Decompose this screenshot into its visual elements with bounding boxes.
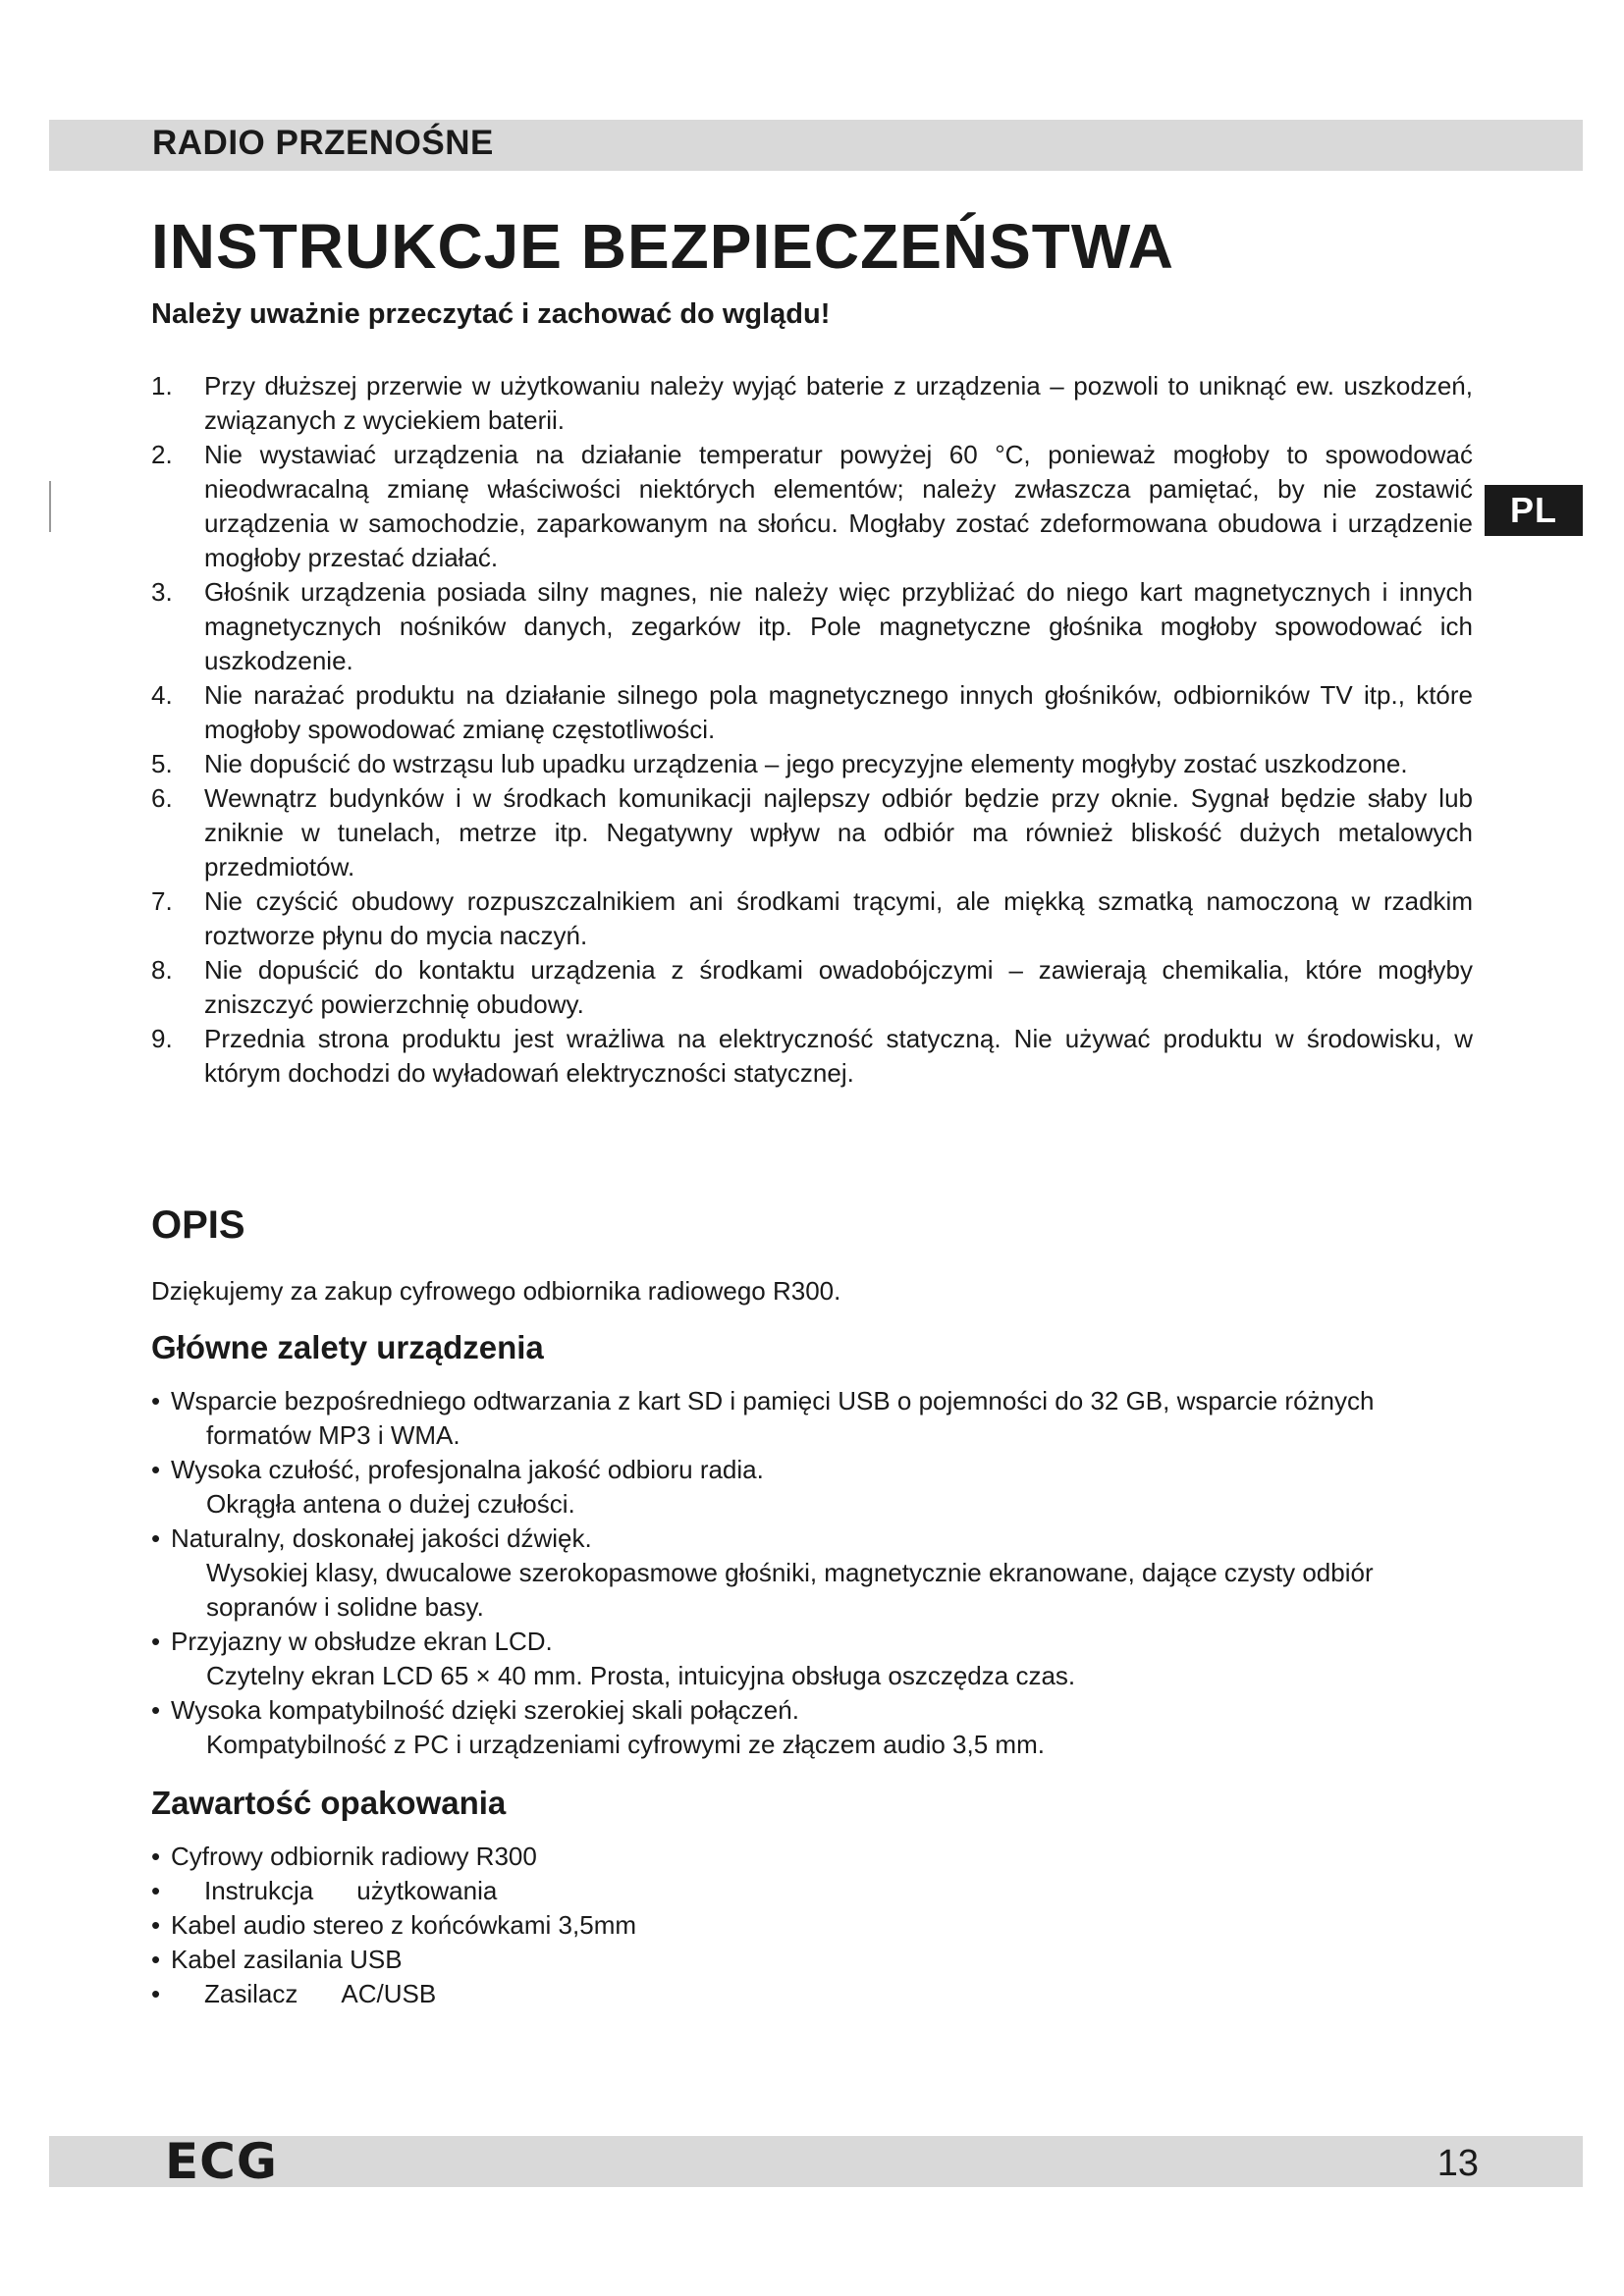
description-intro: Dziękujemy za zakup cyfrowego odbiornika radiowego R300. — [151, 1276, 841, 1306]
feature-detail: Kompatybilność z PC i urządzeniami cyfrowymi ze złączem audio 3,5 mm. — [206, 1730, 1045, 1759]
safety-item — [151, 781, 1473, 884]
safety-item — [151, 438, 1473, 575]
item-number: 3. — [151, 577, 173, 607]
feature-item — [151, 1384, 1473, 1453]
package-item — [151, 1874, 1473, 1908]
page-number: 13 — [1436, 2143, 1479, 2184]
package-item-text: AC/USB — [341, 1979, 437, 2008]
safety-item — [151, 953, 1473, 1022]
product-category: RADIO PRZENOŚNE — [152, 124, 494, 162]
item-text: Nie wystawiać urządzenia na działanie temperatur powyżej 60 °C, ponieważ mogłoby to spowodować nieodwracalną zmianę właściwości niektórych elementów; należy zwłaszcza pamiętać, by nie zostawić urządzenia w samochodzie, zaparkowanym na słońcu. Mogłaby zostać zdeformowana obudowa i urządzenie mogłoby przestać działać. — [204, 440, 1473, 572]
feature-item — [151, 1522, 1473, 1625]
item-text: Nie dopuścić do kontaktu urządzenia z środkami owadobójczymi – zawierają chemikalia, które mogłyby zniszczyć powierzchnię obudowy. — [204, 955, 1473, 1019]
safety-item — [151, 369, 1473, 438]
item-number: 2. — [151, 440, 173, 469]
item-text: Nie narażać produktu na działanie silnego pola magnetycznego innych głośników, odbiorników TV itp., które mogłoby spowodować zmianę częstotliwości. — [204, 680, 1473, 744]
safety-item — [151, 678, 1473, 747]
feature-main: Wysoka kompatybilność dzięki szerokiej skali połączeń. — [171, 1695, 799, 1725]
features-list — [151, 1384, 1473, 1762]
header-bar — [49, 120, 1583, 171]
package-item-text: Instrukcja — [204, 1876, 314, 1905]
item-text: Głośnik urządzenia posiada silny magnes, nie należy więc przybliżać do niego kart magnetycznych i innych magnetycznych nośników danych, zegarków itp. Pole magnetyczne głośnika mogłoby spowodować ich uszkodzenie. — [204, 577, 1473, 675]
feature-main: Przyjazny w obsłudze ekran LCD. — [171, 1627, 553, 1656]
package-item-text: Zasilacz — [204, 1979, 298, 2008]
feature-item — [151, 1625, 1473, 1693]
item-number: 6. — [151, 783, 173, 813]
safety-item — [151, 747, 1473, 781]
item-number: 8. — [151, 955, 173, 985]
item-text: Nie dopuścić do wstrząsu lub upadku urządzenia – jego precyzyjne elementy mogłyby zostać uszkodzone. — [204, 749, 1408, 778]
item-text: Nie czyścić obudowy rozpuszczalnikiem ani środkami trącymi, ale miękką szmatką namoczoną w rzadkim roztworze płynu do mycia naczyń. — [204, 886, 1473, 950]
item-number: 7. — [151, 886, 173, 916]
features-title: Główne zalety urządzenia — [151, 1329, 544, 1365]
margin-rule — [49, 481, 51, 532]
item-text: Wewnątrz budynków i w środkach komunikacji najlepszy odbiór będzie przy oknie. Sygnał będzie słaby lub zniknie w tunelach, metrze itp. Negatywny wpływ na odbiór ma również bliskość dużych metalowych przedmiotów. — [204, 783, 1473, 881]
safety-item — [151, 1022, 1473, 1091]
package-item-text: Kabel zasilania USB — [171, 1945, 403, 1974]
feature-detail: Wysokiej klasy, dwucalowe szerokopasmowe głośniki, magnetycznie ekranowane, dające czysty odbiór sopranów i solidne basy. — [206, 1558, 1374, 1622]
feature-main: Wsparcie bezpośredniego odtwarzania z kart SD i pamięci USB o pojemności do 32 GB, wsparcie różnych — [171, 1386, 1375, 1415]
package-item — [151, 1977, 1473, 2011]
brand-logo: ECG — [165, 2133, 278, 2190]
feature-main: Wysoka czułość, profesjonalna jakość odbioru radia. — [171, 1455, 764, 1484]
feature-detail: Okrągła antena o dużej czułości. — [206, 1489, 575, 1519]
safety-list — [151, 369, 1473, 1091]
package-item-text: użytkowania — [356, 1876, 498, 1905]
item-number: 5. — [151, 749, 173, 778]
item-number: 1. — [151, 371, 173, 400]
package-item — [151, 1943, 1473, 1977]
item-number: 4. — [151, 680, 173, 710]
description-title: OPIS — [151, 1203, 245, 1247]
package-item-text: Cyfrowy odbiornik radiowy R300 — [171, 1842, 537, 1871]
footer-bar — [49, 2133, 1583, 2190]
package-title: Zawartość opakowania — [151, 1785, 507, 1821]
item-number: 9. — [151, 1024, 173, 1053]
language-tab: PL — [1485, 485, 1583, 536]
safety-item — [151, 575, 1473, 678]
package-item — [151, 1840, 1473, 1874]
package-list — [151, 1840, 1473, 2011]
item-text: Przy dłuższej przerwie w użytkowaniu należy wyjąć baterie z urządzenia – pozwoli to uniknąć ew. uszkodzeń, związanych z wyciekiem baterii. — [204, 371, 1473, 435]
safety-subtitle: Należy uważnie przeczytać i zachować do wglądu! — [151, 298, 831, 330]
package-item-text: Kabel audio stereo z końcówkami 3,5mm — [171, 1910, 637, 1940]
safety-title: INSTRUKCJE BEZPIECZEŃSTWA — [151, 211, 1174, 282]
feature-wrap: formatów MP3 i WMA. — [206, 1420, 460, 1450]
feature-item — [151, 1693, 1473, 1762]
feature-detail: Czytelny ekran LCD 65 × 40 mm. Prosta, intuicyjna obsługa oszczędza czas. — [206, 1661, 1076, 1690]
item-text: Przednia strona produktu jest wrażliwa na elektryczność statyczną. Nie używać produktu w środowisku, w którym dochodzi do wyładowań elektryczności statycznej. — [204, 1024, 1473, 1088]
feature-item — [151, 1453, 1473, 1522]
package-item — [151, 1908, 1473, 1943]
feature-main: Naturalny, doskonałej jakości dźwięk. — [171, 1523, 592, 1553]
safety-item — [151, 884, 1473, 953]
